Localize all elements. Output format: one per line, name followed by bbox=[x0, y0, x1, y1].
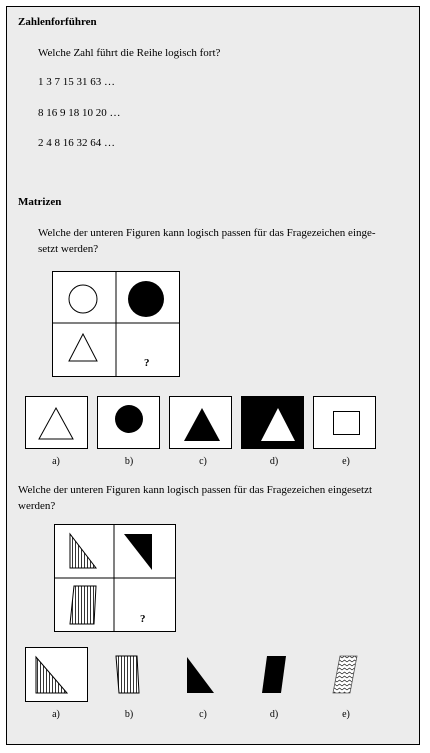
option-2c[interactable] bbox=[186, 656, 216, 694]
matrix-question-1-line-1: Welche der unteren Figuren kann logisch passen für das Fragezeichen einge- bbox=[38, 227, 376, 239]
number-series-question: Welche Zahl führt die Reihe logisch fort? bbox=[38, 47, 221, 59]
option-1c[interactable] bbox=[169, 396, 232, 449]
option-2e[interactable] bbox=[332, 655, 358, 695]
striped-parallelogram-icon bbox=[70, 586, 96, 624]
filled-right-triangle-icon bbox=[187, 657, 214, 693]
option-1a-label: a) bbox=[52, 456, 60, 467]
option-1d-label: d) bbox=[269, 456, 279, 467]
zigzag-parallelogram-icon bbox=[333, 656, 357, 693]
filled-parallelogram-icon bbox=[262, 656, 286, 693]
number-sequence-1: 1 3 7 15 31 63 … bbox=[38, 76, 115, 88]
option-2a[interactable] bbox=[25, 647, 88, 702]
filled-circle-icon bbox=[115, 405, 143, 433]
option-1a[interactable] bbox=[25, 396, 88, 449]
matrix-2-question-mark: ? bbox=[140, 613, 146, 625]
option-1e-label: e) bbox=[342, 456, 350, 467]
filled-circle-icon bbox=[128, 281, 164, 317]
option-1d[interactable] bbox=[241, 396, 304, 449]
section-heading-number-series: Zahlenforführen bbox=[18, 16, 97, 28]
hollow-circle-icon bbox=[69, 285, 97, 313]
matrix-question-2-line-1: Welche der unteren Figuren kann logisch passen für das Fragezeichen eingesetzt bbox=[18, 484, 373, 496]
number-sequence-3: 2 4 8 16 32 64 … bbox=[38, 137, 115, 149]
option-2b[interactable] bbox=[115, 655, 141, 695]
option-2d[interactable] bbox=[261, 655, 287, 695]
option-2d-label: d) bbox=[269, 709, 279, 720]
matrix-question-2-line-2: werden? bbox=[18, 500, 56, 512]
matrix-1-grid bbox=[52, 271, 180, 377]
option-1c-label: c) bbox=[199, 456, 207, 467]
option-2b-label: b) bbox=[124, 709, 134, 720]
matrix-1-question-mark: ? bbox=[144, 357, 150, 369]
matrix-2-grid bbox=[54, 524, 176, 632]
section-heading-matrices: Matrizen bbox=[18, 196, 62, 208]
option-1e[interactable] bbox=[313, 396, 376, 449]
number-sequence-2: 8 16 9 18 10 20 … bbox=[38, 107, 121, 119]
option-2c-label: c) bbox=[199, 709, 207, 720]
matrix-question-1-line-2: setzt werden? bbox=[38, 243, 99, 255]
option-1b[interactable] bbox=[97, 396, 160, 449]
option-1b-label: b) bbox=[124, 456, 134, 467]
hollow-square-icon bbox=[334, 412, 360, 435]
option-2a-label: a) bbox=[52, 709, 60, 720]
option-2e-label: e) bbox=[342, 709, 350, 720]
striped-trapezoid-icon bbox=[116, 656, 139, 693]
